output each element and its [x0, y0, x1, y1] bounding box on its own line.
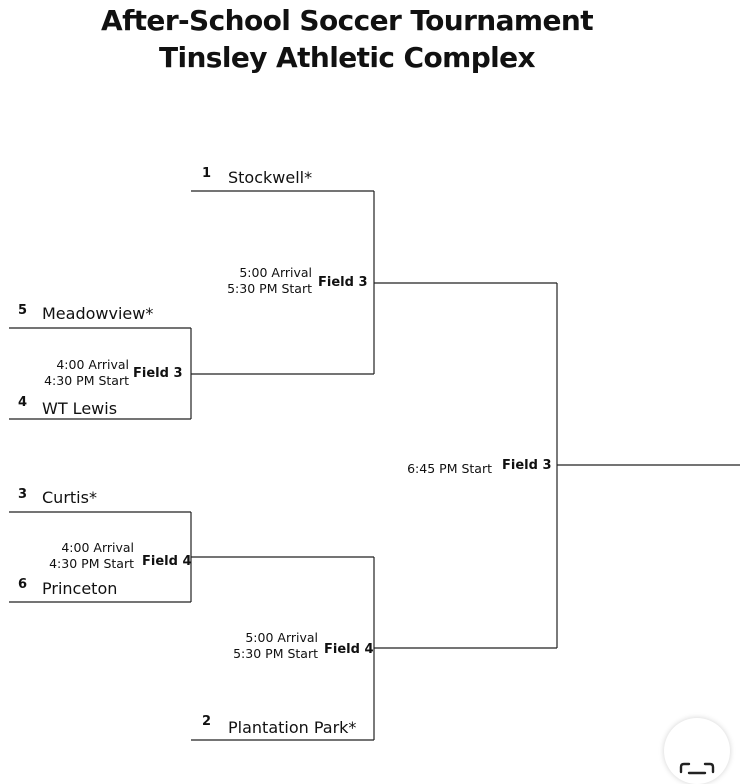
seed-curtis: 3 — [18, 487, 28, 502]
game-5v4-schedule — [44, 357, 129, 389]
tournament-title: After-School Soccer Tournament — [101, 4, 593, 37]
game-5v4-arrival: 4:00 Arrival — [56, 357, 129, 372]
seed-meadowview: 5 — [18, 303, 28, 318]
game-5v4-start: 4:30 PM Start — [44, 373, 129, 388]
game-3v6-field: Field 4 — [142, 554, 192, 569]
final-start: 6:45 PM Start — [407, 461, 492, 476]
final-field: Field 3 — [502, 458, 552, 473]
scan-text-icon — [679, 762, 715, 782]
semi-bottom-arrival: 5:00 Arrival — [245, 630, 318, 645]
team-stockwell: Stockwell* — [228, 168, 313, 187]
scan-button[interactable] — [664, 718, 730, 784]
semi-bottom-schedule — [233, 630, 318, 662]
semi-top-field: Field 3 — [318, 275, 368, 290]
venue-title: Tinsley Athletic Complex — [158, 41, 536, 74]
team-wt-lewis: WT Lewis — [42, 399, 118, 418]
semi-bottom-start: 5:30 PM Start — [233, 646, 318, 661]
team-princeton: Princeton — [42, 579, 118, 598]
team-meadowview: Meadowview* — [42, 304, 154, 323]
seed-wt-lewis: 4 — [18, 395, 28, 410]
semi-top-start: 5:30 PM Start — [227, 281, 312, 296]
team-plantation-park: Plantation Park* — [228, 718, 357, 737]
semi-top-schedule — [227, 265, 312, 297]
seed-princeton: 6 — [18, 577, 28, 592]
game-3v6-arrival: 4:00 Arrival — [61, 540, 134, 555]
seed-stockwell: 1 — [202, 166, 212, 181]
game-3v6-start: 4:30 PM Start — [49, 556, 134, 571]
seed-plantation-park: 2 — [202, 714, 212, 729]
team-curtis: Curtis* — [42, 488, 97, 507]
semi-bottom-field: Field 4 — [324, 642, 374, 657]
semi-top-arrival: 5:00 Arrival — [239, 265, 312, 280]
game-5v4-field: Field 3 — [133, 366, 183, 381]
game-3v6-schedule — [49, 540, 134, 572]
